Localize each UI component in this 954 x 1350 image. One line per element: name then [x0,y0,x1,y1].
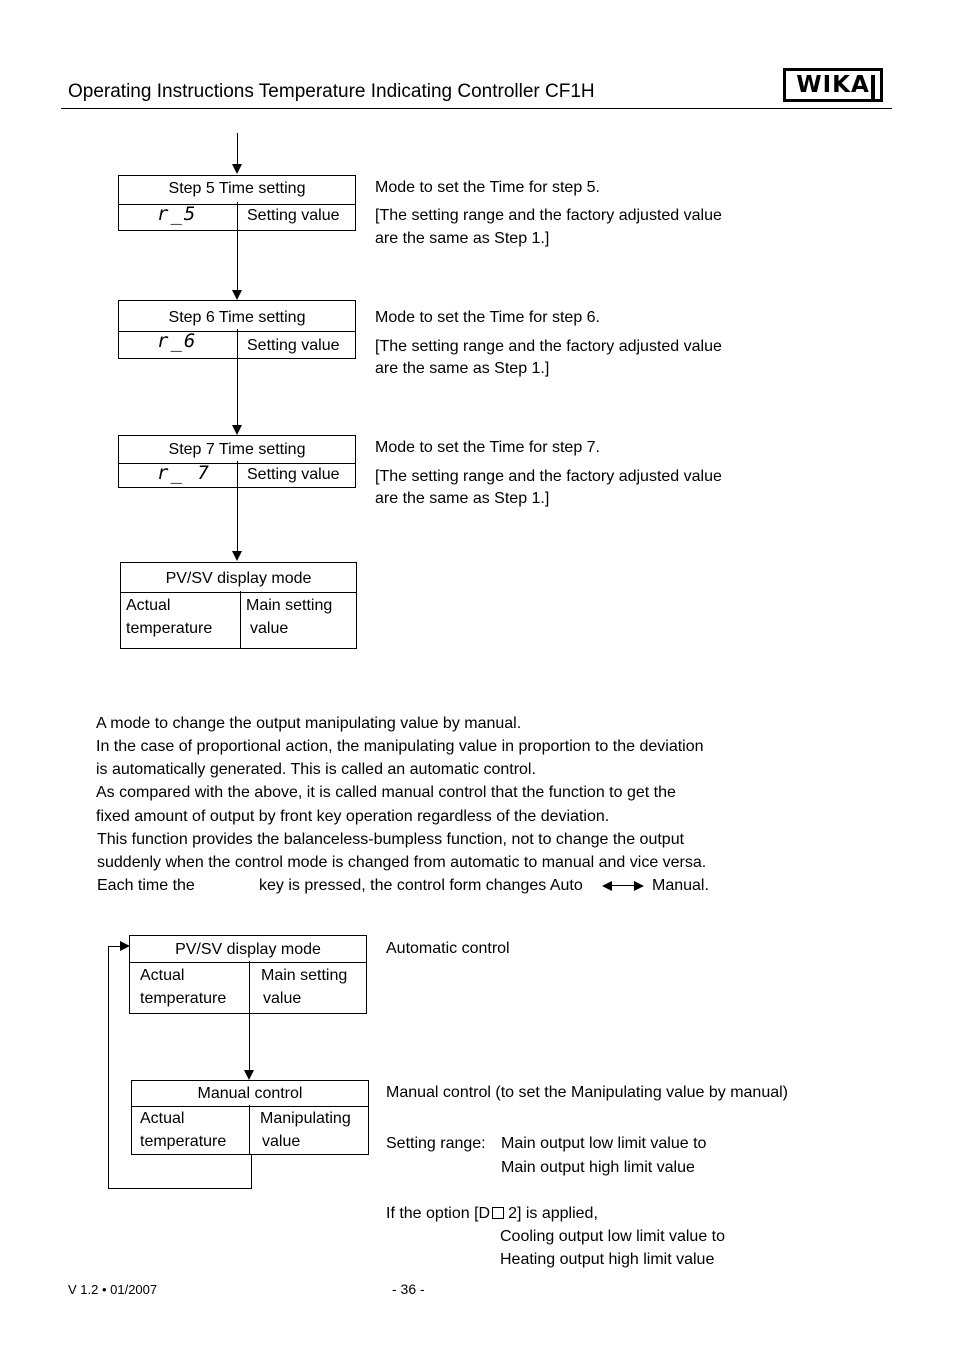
manual-left-line2: temperature [140,1133,227,1150]
arrow-down-icon [232,425,242,435]
step7-box [118,435,356,488]
option-text-b: 2] is applied, [508,1205,598,1222]
paragraph-line: In the case of proportional action, the manipulating value in proportion to the deviation [96,738,704,755]
pvsv-box [120,562,357,649]
manual-right-line2: value [262,1133,301,1150]
pvsv-title: PV/SV display mode [121,563,356,593]
step5-display: r_5 [157,203,198,225]
step7-note2: are the same as Step 1.] [375,490,550,507]
flow-line [237,359,238,426]
paragraph-line: A mode to change the output manipulating value by manual. [96,715,522,732]
arrow-left-icon [602,881,612,891]
keyline-part3: Manual. [652,877,709,894]
step6-note2: are the same as Step 1.] [375,360,550,377]
manual-right-line1: Manipulating [260,1110,351,1127]
footer-version: V 1.2 • 01/2007 [68,1282,158,1297]
flow-line [237,231,238,291]
page-title: Operating Instructions Temperature Indicating Controller CF1H [68,81,595,102]
manual-control-desc: Manual control (to set the Manipulating value by manual) [386,1084,788,1101]
arrow-right-icon [634,881,644,891]
paragraph-line: suddenly when the control mode is changed from automatic to manual and vice versa. [97,854,707,871]
keyline-part2: key is pressed, the control form changes Auto [259,877,583,894]
option-range-line2: Heating output high limit value [500,1251,715,1268]
arrow-down-icon [232,164,242,174]
step5-box [118,175,356,231]
automatic-control-desc: Automatic control [386,940,510,957]
step6-box [118,300,356,359]
paragraph-line: This function provides the balanceless-bumpless function, not to change the output [97,831,685,848]
loop-line [108,946,109,1189]
step7-display: r_ 7 [157,462,211,484]
pvsv-auto-box [129,935,367,1014]
step6-note: [The setting range and the factory adjusted value [375,338,722,355]
step6-display: r_6 [157,330,198,352]
pvsv-left-line1: Actual [126,597,171,614]
arrow-down-icon [232,551,242,561]
pvsv-auto-right-line1: Main setting [261,967,348,984]
step7-title: Step 7 Time setting [119,436,355,464]
flow-line [249,1014,250,1071]
pvsv-auto-left-line2: temperature [140,990,227,1007]
loop-line [251,1155,252,1189]
option-text-a: If the option [D [386,1205,491,1222]
manual-left-line1: Actual [140,1110,185,1127]
step5-note2: are the same as Step 1.] [375,230,550,247]
step5-note: [The setting range and the factory adjusted value [375,207,722,224]
square-icon [492,1207,504,1219]
paragraph-line: As compared with the above, it is called manual control that the function to get the [96,784,676,801]
option-line [386,1202,598,1225]
pvsv-auto-title: PV/SV display mode [130,936,366,963]
step6-cell: Setting value [247,337,340,354]
setting-range-line2: Main output high limit value [501,1159,695,1176]
wika-logo: WIKA [783,68,883,102]
paragraph-line: is automatically generated. This is called an automatic control. [96,761,536,778]
pvsv-auto-right-line2: value [263,990,302,1007]
flow-line [237,133,238,165]
step5-title: Step 5 Time setting [119,176,355,205]
arrow-down-icon [244,1070,254,1080]
step7-desc: Mode to set the Time for step 7. [375,439,600,456]
step6-desc: Mode to set the Time for step 6. [375,309,600,326]
step5-desc: Mode to set the Time for step 5. [375,179,600,196]
step7-note: [The setting range and the factory adjusted value [375,468,722,485]
step7-cell: Setting value [247,466,340,483]
manual-control-box [131,1080,369,1155]
page-number: - 36 - [392,1281,425,1297]
option-range-line1: Cooling output low limit value to [500,1228,726,1245]
pvsv-auto-left-line1: Actual [140,967,185,984]
pvsv-left-line2: temperature [126,620,213,637]
pvsv-right-line2: value [250,620,289,637]
flow-line [237,488,238,552]
setting-range-label: Setting range: [386,1135,486,1152]
header-divider [61,108,892,109]
double-arrow-line [610,885,636,886]
pvsv-right-line1: Main setting [246,597,333,614]
step6-title: Step 6 Time setting [119,301,355,332]
loop-line [108,1188,252,1189]
manual-control-title: Manual control [132,1081,368,1107]
keyline-part1: Each time the [97,877,195,894]
arrow-down-icon [232,290,242,300]
setting-range-line1: Main output low limit value to [501,1135,707,1152]
paragraph-line: fixed amount of output by front key operation regardless of the deviation. [96,808,610,825]
step5-cell: Setting value [247,207,340,224]
